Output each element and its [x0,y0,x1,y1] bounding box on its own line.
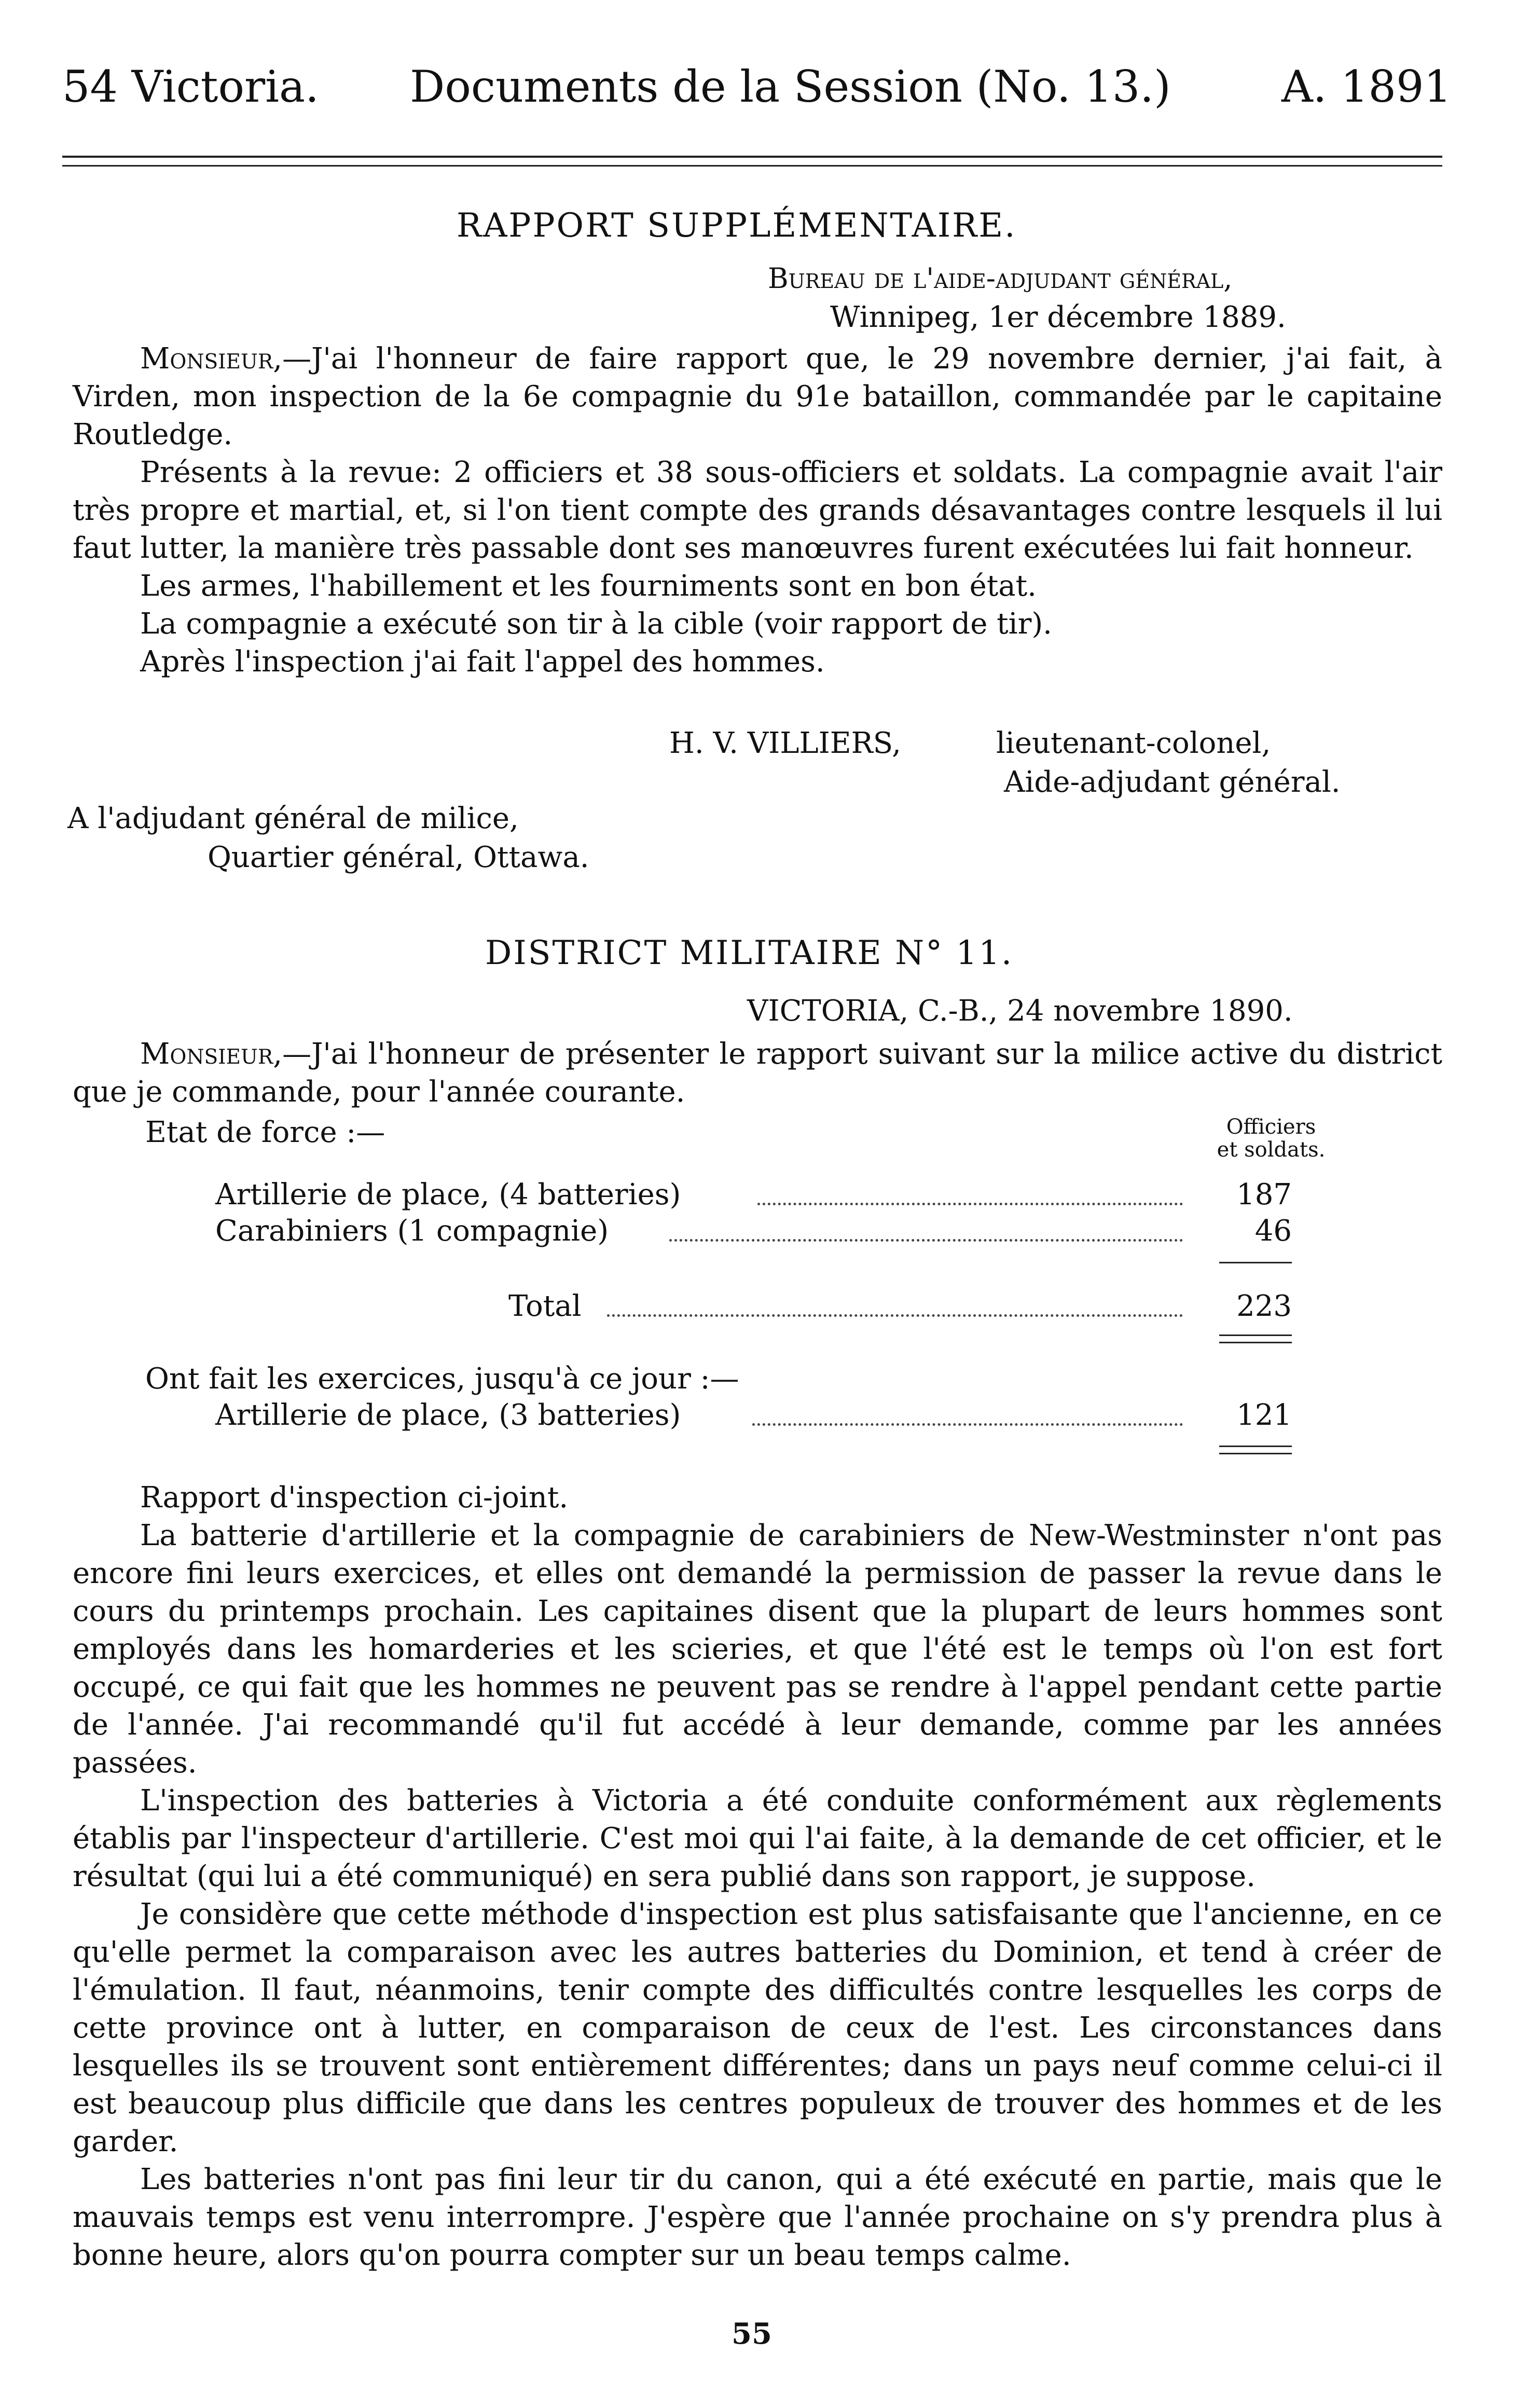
table-row-value: 46 [1254,1214,1292,1248]
signature-title-2: Aide-adjudant général. [1004,765,1341,799]
header-right: A. 1891 [1281,61,1452,112]
report2-intro-paragraph [73,1035,1442,1111]
drills-row-label: Artillerie de place, (3 batteries) [215,1398,681,1432]
column-header-line-2: et soldats. [1217,1138,1326,1162]
table-row-label: Carabiniers (1 compagnie) [215,1214,609,1248]
leader-dots [669,1239,1183,1242]
drills-double-rule-2 [1219,1453,1292,1454]
addressee-line-2: Quartier général, Ottawa. [208,841,589,874]
report1-paragraph: La compagnie a exécuté son tir à la cible (voir rapport de tir). [140,607,1052,641]
drills-label: Ont fait les exercices, jusqu'à ce jour :— [145,1362,739,1396]
header-left: 54 Victoria. [62,61,319,112]
report2-title: DISTRICT MILITAIRE N° 11. [485,934,1014,972]
report1-body [73,340,1442,681]
report1-paragraph: Après l'inspection j'ai fait l'appel des hommes. [140,645,825,679]
signature-name: H. V. VILLIERS, [669,726,901,760]
report2-body [73,1479,1442,2274]
report2-paragraph: La batterie d'artillerie et la compagnie de carabiniers de New-Westminster n'ont pas encore fini leurs exercices, et elles ont demandé la permission de passer la revue dans le cours du printemps prochain. Les capitaines disent que la plupart de leurs hommes sont employés dans les homarderies et les scieries, et que l'été est le temps où l'on est fort occupé, ce qui fait que les hommes ne peuvent pas se rendre à l'appel pendant cette partie de l'année. J'ai recommandé qu'il fut accédé à leur demande, comme par les années passées. [73,1519,1442,1780]
report1-place-date: Winnipeg, 1er décembre 1889. [830,300,1286,334]
leader-dots [752,1423,1183,1426]
sum-rule [1219,1262,1292,1263]
table-row-label: Artillerie de place, (4 batteries) [215,1178,681,1212]
report2-paragraph: Je considère que cette méthode d'inspection est plus satisfaisante que l'ancienne, en ce qu'elle permet la comparaison avec les autres batteries du Dominion, et tend à créer de l'émulation. Il faut, néanmoins, tenir compte des difficultés contre lesquelles les corps de cette province ont à lutter, en comparaison de ceux de l'est. Les circonstances dans lesquelles ils se trouvent sont entièrement différentes; dans un pays neuf comme celui-ci il est beaucoup plus difficile que dans les centres populeux de trouver des hommes et de les garder. [73,1897,1442,2158]
total-value: 223 [1236,1289,1292,1323]
report1-title: RAPPORT SUPPLÉMENTAIRE. [457,207,1017,245]
report2-paragraph: Rapport d'inspection ci-joint. [140,1481,569,1515]
total-double-rule-2 [1219,1342,1292,1343]
addressee-line-1: A l'adjudant général de milice, [67,802,519,835]
report2-paragraph: Les batteries n'ont pas fini leur tir du canon, qui a été exécuté en partie, mais que le mauvais temps est venu interrompre. J'espère que l'année prochaine on s'y prendra plus à bonne heure, alors qu'on pourra compter sur un beau temps calme. [73,2163,1442,2272]
total-label: Total [508,1289,582,1323]
report2-intro [73,1035,1442,1111]
leader-dots [757,1203,1183,1205]
drills-double-rule-1 [1219,1446,1292,1447]
strength-label: Etat de force :— [145,1116,385,1149]
page-number: 55 [732,2317,772,2351]
report1-salutation: Monsieur, [140,342,283,376]
report2-paragraph: L'inspection des batteries à Victoria a été conduite conformément aux règlements établis par l'inspecteur d'artillerie. C'est moi qui l'ai faite, à la demande de cet officier, et le résultat (qui lui a été communiqué) en sera publié dans son rapport, je suppose. [73,1784,1442,1893]
header-center: Documents de la Session (No. 13.) [410,61,1171,112]
column-header-line-1: Officiers [1226,1115,1316,1139]
report1-office-line: Bureau de l'aide-adjudant général, [768,262,1233,295]
signature-title: lieutenant-colonel, [996,726,1271,760]
report2-salutation: Monsieur, [140,1037,283,1071]
report1-paragraph: Présents à la revue: 2 officiers et 38 sous-officiers et soldats. La compagnie avait l'air très propre et martial, et, si l'on tient compte des grands désavantages contre lesquels il lui faut lutter, la manière très passable dont ses manœuvres furent exécutées lui fait honneur. [73,456,1442,565]
report1-paragraph [73,340,1442,453]
header-rule-top [62,156,1442,158]
report2-place-date: VICTORIA, C.-B., 24 novembre 1890. [747,994,1293,1028]
total-double-rule-1 [1219,1334,1292,1336]
report1-paragraph-text: —J'ai l'honneur de faire rapport que, le 29 novembre dernier, j'ai fait, à Virden, mon inspection de la 6e compagnie du 91e bataillon, commandée par le capitaine Routledge. [73,342,1442,451]
column-header [1204,1116,1339,1161]
table-row-value: 187 [1236,1178,1292,1212]
leader-dots [607,1314,1183,1317]
report2-intro-text: —J'ai l'honneur de présenter le rapport suivant sur la milice active du district que je commande, pour l'année courante. [73,1037,1442,1109]
header-rule-bottom [62,165,1442,167]
report1-paragraph: Les armes, l'habillement et les fourniments sont en bon état. [140,569,1037,603]
drills-row-value: 121 [1236,1398,1292,1432]
